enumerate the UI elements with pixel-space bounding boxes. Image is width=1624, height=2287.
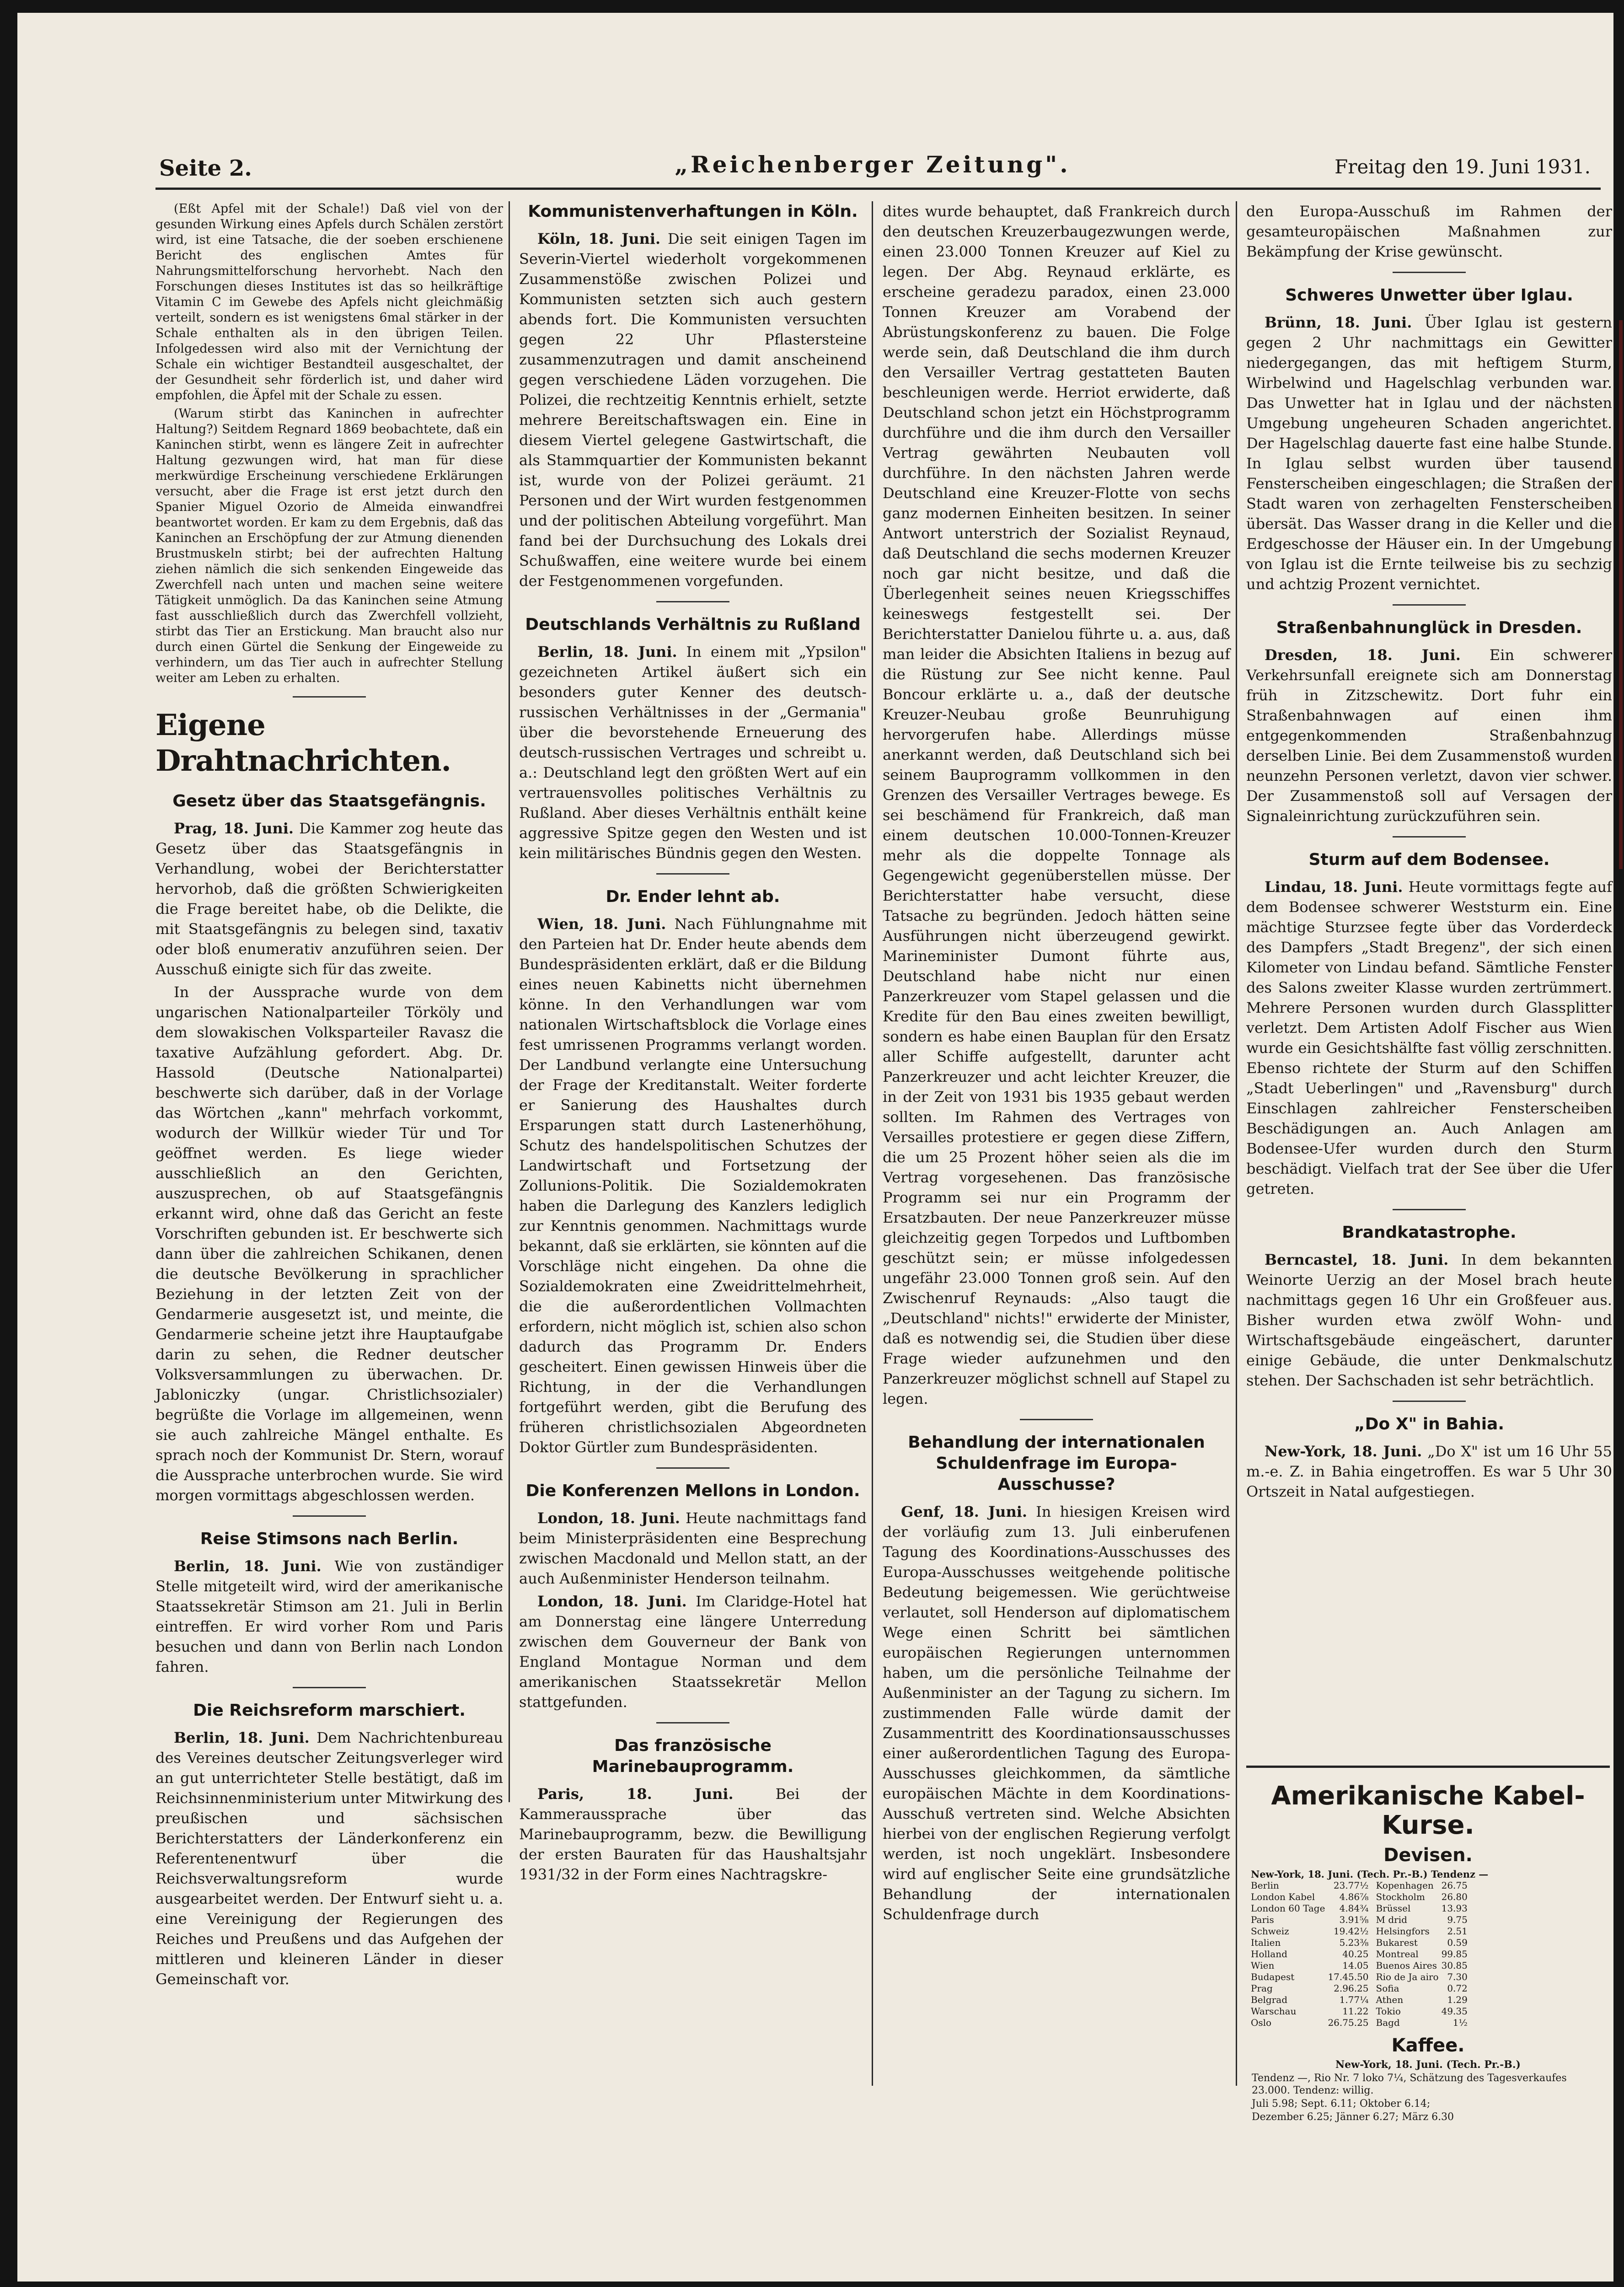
dateline: London, 18. Juni. <box>537 1593 687 1610</box>
article-body: Paris, 18. Juni. Bei der Kammeraussprache über das Marinebauprogramm, bezw. die Bewilligung der ersten Bauraten für das Haushaltsjahr 1931/32 in der Form eines Nachtragskre- <box>519 1785 867 1883</box>
column-rule <box>509 201 510 1802</box>
headline-dresden: Straßenbahnunglück in Dresden. <box>1276 618 1582 637</box>
cable-rates-box <box>1246 1766 1610 2123</box>
article-body: Berlin, 18. Juni. In einem mit „Ypsilon" gezeichneten Artikel äußert sich ein besonders guter Kenner des deutsch-russischen Verhältnisses in der „Germania" über die bevorstehende Erneuerung des deutsch-russischen Vertrages und schreibt u. a.: Deutschland legt den größten Wert auf ein vertrauensvolles politisches Verhältnis zu Rußland. Aber dieses Verhältnis enthält keine aggressive Spitze gegen den Westen und ist kein militärisches Bündnis gegen den Westen. <box>519 643 867 862</box>
header-rule <box>155 188 1601 190</box>
rate-row <box>1251 1983 1372 1994</box>
rate-label: Bagd <box>1376 2017 1400 2028</box>
dateline: New-York, 18. Juni. <box>1265 1443 1422 1460</box>
separator <box>293 1687 366 1688</box>
rate-row <box>1376 2006 1470 2017</box>
headline-staatsgefaengnis: Gesetz über das Staatsgefängnis. <box>172 792 486 811</box>
rate-row <box>1376 1994 1470 2006</box>
separator <box>656 1467 729 1469</box>
headline-brand: Brandkatastrophe. <box>1342 1223 1517 1242</box>
masthead <box>145 151 1600 188</box>
rate-row <box>1376 1880 1470 1891</box>
rate-value: 5.23⅜ <box>1339 1937 1369 1948</box>
rate-value: 30.85 <box>1441 1960 1468 1971</box>
article-kaninchen: (Warum stirbt das Kaninchen in aufrechter Haltung?) Seitdem Regnard 1869 beobachtete, daß ein Kaninchen stirbt, wenn es längere Zeit in aufrechter Haltung gezwungen wird, hat man für diese merkwürdige Erscheinung verschiedene Erklärungen versucht, aber die Frage ist erst jetzt durch den Spanier Miguel Ozorio de Almeida einwandfrei beantwortet worden. Er kam zu dem Ergebnis, daß das Kaninchen an Erschöpfung der zur Atmung dienenden Brustmuskeln stirbt; bei der aufrechten Haltung ziehen nämlich die sich senkenden Eingeweide das Zwerchfell nach unten und machen seine weitere Tätigkeit unmöglich. Da das Kaninchen seine Atmung fast ausschließlich durch das Zwerchfell vollzieht, stirbt das Tier an Erstickung. Man braucht also nur durch einen Gürtel die Senkung der Eingeweide zu verhindern, um das Tier auch in aufrechter Stellung weiter am Leben zu erhalten. <box>155 407 503 685</box>
article-body: Köln, 18. Juni. Die seit einigen Tagen im Severin-Viertel wiederholt vorgekommenen Zusammenstöße zwischen Polizei und Kommunisten setzten sich auch gestern abends fort. Die Kommunisten versuchten gegen 22 Uhr Pflastersteine zusammenzutragen und damit anscheinend gegen verschiedene Läden vorzugehen. Die Polizei, die rechtzeitig Kenntnis erhielt, setzte mehrere Bereitschaftswagen ein. Eine in diesem Viertel gelegene Gastwirtschaft, die als Stammquartier der Kommunisten bekannt ist, wurde von der Polizei geräumt. 21 Personen und der Wirt wurden festgenommen und der politischen Abteilung vorgeführt. Man fand bei der Durchsuchung des Lokals drei Schußwaffen, eine weitere wurde bei einem der Festgenommenen vorgefunden. <box>519 230 867 590</box>
rate-label: Holland <box>1251 1949 1287 1960</box>
rate-value: 40.25 <box>1342 1949 1369 1960</box>
rate-row <box>1376 1983 1470 1994</box>
rate-value: 3.91⅝ <box>1339 1914 1369 1925</box>
rate-label: Buenos Aires <box>1376 1960 1437 1971</box>
headline-mellon: Die Konferenzen Mellons in London. <box>525 1482 860 1500</box>
article-body: Brünn, 18. Juni. Über Iglau ist gestern gegen 2 Uhr nachmittags ein Gewitter niedergegangen, das mit heftigem Sturm, Wirbelwind und Hagelschlag verbunden war. Das Unwetter hat in Iglau und der nächsten Umgebung ungeheuren Schaden angerichtet. Der Hagelschlag dauerte fast eine halbe Stunde. In Iglau selbst wurden über tausend Fensterscheiben eingeschlagen; die Straßen der Stadt waren von zerhagelten Fensterscheiben übersät. Das Wasser drang in die Keller und die Erdgeschosse der Häuser ein. In der Umgebung von Iglau ist die Ernte teilweise bis zu sechzig und achtzig Prozent vernichtet. <box>1246 314 1613 593</box>
headline-marine: Das französische Marinebauprogramm. <box>592 1736 794 1776</box>
headline-ender: Dr. Ender lehnt ab. <box>606 887 780 906</box>
rate-row <box>1251 1914 1372 1926</box>
dateline: Prag, 18. Juni. <box>174 820 294 837</box>
rate-label: Stockholm <box>1376 1891 1425 1902</box>
headline-koeln: Kommunistenverhaftungen in Köln. <box>528 202 858 221</box>
article-apfel: (Eßt Apfel mit der Schale!) Daß viel von der gesunden Wirkung eines Apfels durch Schälen zerstört wird, ist eine Tatsache, die der soeben erschienene Bericht des englischen Amtes für Nahrungsmittelforschung hervorhebt. Nach den Forschungen dieses Institutes ist das so heilkräftige Vitamin C im Gewebe des Apfels nicht gleichmäßig verteilt, sondern es ist wenigstens 6mal stärker in der Schale enthalten als in den übrigen Teilen. Infolgedessen wird also mit der Vernichtung der Schale ein wichtiger Bestandteil ausgeschaltet, der der Gesundheit sehr förderlich ist, und daher wird empfohlen, die Äpfel mit der Schale zu essen. <box>155 202 503 403</box>
rate-row <box>1251 1903 1372 1914</box>
dateline: Berlin, 18. Juni. <box>174 1729 310 1746</box>
rate-label: Wien <box>1251 1960 1275 1971</box>
rate-row <box>1376 1971 1470 1983</box>
rate-row <box>1251 1971 1372 1983</box>
separator <box>656 873 729 875</box>
rate-row <box>1376 1891 1470 1903</box>
article-body: dites wurde behauptet, daß Frankreich durch den deutschen Kreuzerbaugezwungen werde, einen 23.000 Tonnen Kreuzer auf Kiel zu legen. Der Abg. Reynaud erklärte, es erscheine geradezu paradox, einen 23.000 Tonnen Kreuzer am Vorabend der Abrüstungskonferenz zu bauen. Die Folge werde sein, daß Deutschland die ihm durch den Versailler Vertrag gestatteten Bauten beschleunigen werde. Herriot erwiderte, daß Deutschland schon jetzt ein Höchstprogramm durchführe und die ihm durch den Versailler Vertrag gewährten Neubauten voll durchführe. In den nächsten Jahren werde Deutschland eine Kreuzer-Flotte von sechs ganz modernen Einheiten besitzen. In seiner Antwort unterstrich der Sozialist Reynaud, daß Deutschland die sechs modernen Kreuzer noch gar nicht besitze, und daß die Überlegenheit seines neuen Kriegsschiffes keineswegs festgestellt sei. Der Berichterstatter Danielou führte u. a. aus, daß man leider die Absichten Italiens in bezug auf die Rüstung zur See nicht kenne. Paul Boncour erklärte u. a., daß der deutsche Kreuzer-Neubau große Beunruhigung hervorgerufen habe. Allerdings müsse anerkannt werden, daß Deutschland sich bei seinem Bauprogramm vollkommen in den Grenzen des Versailler Vertrages bewege. Es sei beschämend für Frankreich, daß man einem deutschen 10.000-Tonnen-Kreuzer mehr als die doppelte Tonnage als Gegengewicht gegenüberstellen müsse. Der Berichterstatter habe versucht, diese Tatsache zu begründen. Jedoch hätten seine Ausführungen nicht überzeugend gewirkt. Marineminister Dumont führte aus, Deutschland habe nicht nur einen Panzerkreuzer vom Stapel gelassen und die Kredite für den Bau eines zweiten bewilligt, sondern es habe einen Bauplan für den Ersatz aller Schiffe aufgestellt, darunter acht Panzerkreuzer und acht leichter Kreuzer, die in der Zeit von 1931 bis 1935 gebaut werden sollten. Im Rahmen des Vertrages von Versailles protestiere er gegen diese Ziffern, die um 25 Prozent höher seien als die im Vertrag vorgesehenen. Das französische Programm sei nur ein Programm der Ersatzbauten. Der neue Panzerkreuzer müsse gleichzeitig gegen Torpedos und Luftbomben geschützt sein; er müsse infolgedessen ungefähr 23.000 Tonnen groß sein. Auf den Zwischenruf Reynauds: „Also taugt die „Deutschland" nichts!" erwiderte der Minister, daß es notwendig sei, die Studien über diese Frage wieder aufzunehmen und den Panzerkreuzer möglichst schnell auf Stapel zu legen. <box>883 203 1230 1407</box>
rate-row <box>1376 2017 1470 2029</box>
rate-label: Rio de Ja airo <box>1376 1971 1439 1982</box>
rate-value: 7.30 <box>1447 1971 1468 1982</box>
dateline: Lindau, 18. Juni. <box>1265 878 1403 896</box>
rate-label: Bukarest <box>1376 1937 1418 1948</box>
rate-value: 13.93 <box>1441 1903 1468 1914</box>
rate-row <box>1376 1949 1470 1960</box>
separator <box>1393 604 1466 606</box>
rate-value: 11.22 <box>1342 2006 1369 2017</box>
headline-reichsreform: Die Reichsreform marschiert. <box>193 1701 466 1720</box>
rate-value: 4.86⅞ <box>1339 1891 1369 1902</box>
rate-row <box>1251 2017 1372 2029</box>
rate-row <box>1376 1903 1470 1914</box>
rate-row <box>1251 1926 1372 1937</box>
devisen-table-right <box>1376 1880 1470 2029</box>
rate-value: 2.51 <box>1447 1926 1468 1937</box>
separator <box>293 1515 366 1517</box>
dateline: Genf, 18. Juni. <box>901 1503 1027 1520</box>
column-rule <box>1236 201 1237 2086</box>
column-3 <box>883 201 1230 2086</box>
separator <box>1020 1419 1093 1420</box>
rate-value: 0.59 <box>1447 1937 1468 1948</box>
cable-rates-title: Amerikanische Kabel- Kurse. <box>1271 1781 1585 1840</box>
article-body: Genf, 18. Juni. In hiesigen Kreisen wird der vorläufig zum 13. Juli einberufenen Tagung des Koordinations-Ausschusses des Europa-Ausschusses weitgehende politische Bedeutung beigemessen. Wie gerüchtweise verlautet, soll Henderson auf diplomatischem Wege einen Schritt bei sämtlichen europäischen Regierungen unternommen haben, um die persönliche Teilnahme der Außenminister an der Tagung zu sichern. Im zustimmenden Falle würde damit der Zusammentritt des Koordinationsausschusses einer außerordentlichen Tagung des Europa-Ausschusses gleichkommen, da sämtliche europäischen Mächte in dem Koordinations-Ausschuß vertreten sind. Welche Absichten hierbei von der englischen Regierung verfolgt werden, ist noch ungeklärt. Insbesondere wird auf englischer Seite eine grundsätzliche Behandlung der internationalen Schuldenfrage durch <box>883 1503 1231 1923</box>
headline-iglau: Schweres Unwetter über Iglau. <box>1285 286 1573 305</box>
dateline: London, 18. Juni. <box>537 1509 680 1527</box>
separator <box>293 696 366 698</box>
rate-value: 99.85 <box>1441 1949 1468 1960</box>
rate-row <box>1251 1994 1372 2006</box>
rate-value: 26.75.25 <box>1328 2017 1369 2028</box>
rate-value: 23.77½ <box>1333 1880 1369 1891</box>
rate-value: 0.72 <box>1447 1983 1468 1994</box>
headline-schuldenfrage: Behandlung der internationalen Schuldenfrage im Europa-Ausschusse? <box>908 1433 1205 1494</box>
kaffee-heading: Kaffee. <box>1391 2035 1465 2056</box>
rate-label: Paris <box>1251 1914 1274 1925</box>
article-body: Berlin, 18. Juni. Wie von zuständiger Stelle mitgeteilt wird, wird der amerikanische Staatssekretär Stimson am 21. Juli in Berlin eintreffen. Er wird vorher Rom und Paris besuchen und dann von Berlin nach London fahren. <box>155 1557 504 1675</box>
article-body: Wien, 18. Juni. Nach Fühlungnahme mit den Parteien hat Dr. Ender heute abends dem Bundespräsidenten erklärt, daß er die Bildung eines neuen Kabinetts nicht übernehmen könne. In den Verhandlungen war vom nationalen Wirtschaftsblock die Vorlage eines fest umrissenen Programms verlangt worden. Der Landbund verlangte eine Untersuchung der Frage der Kreditanstalt. Weiter forderte er Sanierung des Haushaltes durch Ersparungen statt durch Lastenerhöhung, Schutz des handelspolitischen Schutzes der Landwirtschaft und Fortsetzung der Zollunions-Politik. Die Sozialdemokraten haben die Darlegung des Kanzlers lediglich zur Kenntnis genommen. Nachmittags wurde bekannt, daß sie erklärten, sie könnten auf die Vorschläge nicht eingehen. Da ohne die Sozialdemokraten eine Zweidrittelmehrheit, die die außerordentlichen Vollmachten erfordern, nicht möglich ist, schien also schon dadurch das Programm Dr. Enders gescheitert. Einen gewissen Hinweis über die Richtung, in der die Verhandlungen fortgeführt werden, gibt die Berufung des früheren christlichsozialen Abgeordneten Doktor Gürtler zum Bundespräsidenten. <box>519 915 867 1456</box>
separator <box>1393 1209 1466 1210</box>
rate-row <box>1251 2006 1372 2017</box>
issue-date: Freitag den 19. Juni 1931. <box>1335 156 1591 178</box>
section-heading-drahtnachrichten: Eigene Drahtnachrichten. <box>155 708 451 778</box>
rate-label: Montreal <box>1376 1949 1419 1960</box>
rate-row <box>1251 1880 1372 1891</box>
article-body: In der Aussprache wurde von dem ungarischen Nationalparteiler Törköly und dem slowakischen Volksparteiler Ravasz die taxative Aufzählung gefordert. Abg. Dr. Hassold (Deutsche Nationalpartei) beschwerte sich darüber, daß in der Vorlage das Wörtchen „kann" mehrfach vorkommt, wodurch der Willkür wieder Tür und Tor geöffnet werden. Es liege wieder ausschließlich an den Gerichten, auszusprechen, ob auf Staatsgefängnis erkannt wird, ohne daß das Gericht an feste Vorschriften gebunden ist. Er beschwerte sich dann über die zahlreichen Schikanen, denen die deutsche Bevölkerung in sprachlicher Beziehung in der letzten Zeit von der Gendarmerie ausgesetzt ist, und meinte, die Gendarmerie scheine jetzt ihre Hauptaufgabe darin zu sehen, die Redner deutscher Volksversammlungen zu überwachen. Dr. Jabloniczky (ungar. Christlichsozialer) begrüßte die Vorlage im allgemeinen, wenn sie auch zahlreiche Mängel enthalte. Es sprach noch der Kommunist Dr. Stern, worauf die Aussprache unterbrochen wurde. Sie wird morgen vormittags abgeschlossen werden. <box>155 983 503 1504</box>
separator <box>1393 1401 1466 1402</box>
article-body: Prag, 18. Juni. Die Kammer zog heute das Gesetz über das Staatsgefängnis in Verhandlung, wobei der Berichterstatter hervorhob, daß die größten Schwierigkeiten die Frage bereitet habe, ob die Delikte, die mit Staatsgefängnis zu belegen sind, taxativ oder bloß enumerativ anzuführen seien. Der Ausschuß einigte sich für das zweite. <box>155 820 504 978</box>
column-4 <box>1246 201 1612 1775</box>
headline-bodensee: Sturm auf dem Bodensee. <box>1308 850 1550 869</box>
devisen-table-left <box>1251 1880 1372 2029</box>
kaffee-line: New-York, 18. Juni. (Tech. Pr.-B.) <box>1335 2059 1521 2071</box>
headline-stimson: Reise Stimsons nach Berlin. <box>200 1530 459 1548</box>
dateline: Berlin, 18. Juni. <box>174 1557 322 1575</box>
rate-label: Sofia <box>1376 1983 1399 1994</box>
article-body: London, 18. Juni. Heute nachmittags fand beim Ministerpräsidenten eine Besprechung zwischen Macdonald und Mellon statt, an der auch Außenminister Henderson teilnahm. <box>519 1509 867 1587</box>
kaffee-line: Dezember 6.25; Jänner 6.27; März 6.30 <box>1252 2111 1454 2123</box>
article-body: Berlin, 18. Juni. Dem Nachrichtenbureau des Vereines deutscher Zeitungsverleger wird an gut unterrichteter Stelle bestätigt, daß im Reichsinnenministerium unter Mitwirkung des preußischen und sächsischen Berichterstatters der Länderkonferenz ein Referentenentwurf über die Reichsverwaltungsreform wurde ausgearbeitet werden. Der Entwurf sieht u. a. eine Vereinigung der Regierungen des Reiches und Preußens und das Aufgehen der mittleren und kleineren Länder in dieser Gemeinschaft vor. <box>155 1729 504 1988</box>
rate-value: 1.29 <box>1447 1994 1468 2005</box>
rate-label: Berlin <box>1251 1880 1279 1891</box>
rate-label: Schweiz <box>1251 1926 1289 1937</box>
separator <box>1393 272 1466 273</box>
rate-label: Helsingfors <box>1376 1926 1430 1937</box>
article-body: New-York, 18. Juni. „Do X" ist um 16 Uhr 55 m.-e. Z. in Bahia eingetroffen. Es war 5 Uhr 30 Ortszeit in Natal aufgestiegen. <box>1246 1443 1613 1500</box>
separator <box>656 1722 729 1723</box>
rate-label: London Kabel <box>1251 1891 1315 1902</box>
rate-row <box>1376 1937 1470 1949</box>
devisen-tables <box>1246 1880 1610 2029</box>
dateline: Brünn, 18. Juni. <box>1265 314 1412 331</box>
article-body: Lindau, 18. Juni. Heute vormittags fegte auf dem Bodensee schwerer Weststurm ein. Eine mächtige Sturzsee fegte über das Vorderdeck des Dampfers „Stadt Bregenz", der sich einen Kilometer von Lindau befand. Sämtliche Fenster des Salons zweiter Klasse wurden zertrümmert. Mehrere Personen wurden durch Glassplitter verletzt. Dem Artisten Adolf Fischer aus Wien wurde ein Gesichtshälfte fast völlig zerschnitten. Ebenso richtete der Sturm auf den Schiffen „Stadt Ueberlingen" und „Ravensburg" durch Einschlagen zahlreicher Fensterscheiben Beschädigungen an. Auch Anlagen am Bodensee-Ufer wurden durch den Sturm beschädigt. Vielfach trat der See über die Ufer getreten. <box>1246 878 1612 1197</box>
rate-label: Tokio <box>1376 2006 1401 2017</box>
column-rule <box>872 201 873 2086</box>
rate-label: M drid <box>1376 1914 1407 1925</box>
rate-label: Warschau <box>1251 2006 1297 2017</box>
newspaper-title: „Reichenberger Zeitung". <box>675 151 1071 178</box>
rate-label: Belgrad <box>1251 1994 1288 2005</box>
article-body: den Europa-Ausschuß im Rahmen der gesamteuropäischen Maßnahmen zur Bekämpfung der Krise gewünscht. <box>1246 203 1612 260</box>
rate-label: Athen <box>1376 1994 1404 2005</box>
rate-value: 9.75 <box>1447 1914 1468 1925</box>
devisen-heading: Devisen. <box>1383 1845 1473 1866</box>
rate-value: 49.35 <box>1441 2006 1468 2017</box>
dateline: Wien, 18. Juni. <box>537 915 666 933</box>
dateline: Köln, 18. Juni. <box>537 230 661 247</box>
rate-value: 26.75 <box>1441 1880 1468 1891</box>
rate-row <box>1251 1937 1372 1949</box>
article-body: Berncastel, 18. Juni. In dem bekannten Weinorte Uerzig an der Mosel brach heute nachmittags gegen 16 Uhr ein Großfeuer aus. Bisher wurden etwa zwölf Wohn- und Wirtschaftsgebäude eingeäschert, darunter einige Gebäude, die unter Denkmalschutz stehen. Der Sachschaden ist sehr beträchtlich. <box>1246 1251 1613 1389</box>
rate-value: 1.77¼ <box>1339 1994 1369 2005</box>
rate-value: 4.84¾ <box>1339 1903 1369 1914</box>
rate-label: Kopenhagen <box>1376 1880 1434 1891</box>
page-edge-mark <box>1619 320 1623 869</box>
rate-value: 1½ <box>1452 2017 1468 2028</box>
article-body: Dresden, 18. Juni. Ein schwerer Verkehrsunfall ereignete sich am Donnerstag früh in Zitzschewitz. Dort fuhr ein Straßenbahnwagen auf einen ihm entgegenkommenden Straßenbahnzug derselben Linie. Bei dem Zusammenstoß wurden neunzehn Personen verletzt, davon vier schwer. Der Zusammenstoß soll auf Versagen der Signaleinrichtung zurückzuführen sein. <box>1246 646 1613 825</box>
column-2 <box>519 201 867 2086</box>
rate-row <box>1251 1891 1372 1903</box>
separator <box>656 601 729 602</box>
rate-value: 26.80 <box>1441 1891 1468 1902</box>
rate-value: 14.05 <box>1342 1960 1369 1971</box>
separator <box>1393 836 1466 837</box>
rate-label: Prag <box>1251 1983 1273 1994</box>
rate-label: Italien <box>1251 1937 1281 1948</box>
rate-label: Oslo <box>1251 2017 1272 2028</box>
rate-value: 17.45.50 <box>1328 1971 1369 1982</box>
page-number: Seite 2. <box>159 156 252 181</box>
headline-russland: Deutschlands Verhältnis zu Rußland <box>525 615 861 634</box>
rate-row <box>1376 1960 1470 1971</box>
rate-label: Brüssel <box>1376 1903 1411 1914</box>
rate-value: 19.42½ <box>1333 1926 1369 1937</box>
kaffee-line: Tendenz —, Rio Nr. 7 loko 7¼, Schätzung des Tagesverkaufes 23.000. Tendenz: willig. <box>1252 2072 1567 2096</box>
article-body: London, 18. Juni. Im Claridge-Hotel hat am Donnerstag eine längere Unterredung zwischen dem Gouverneur der Bank von England Montague Norman und dem amerikanischen Staatssekretär Mellon stattgefunden. <box>519 1593 867 1711</box>
dateline: Berlin, 18. Juni. <box>537 643 677 660</box>
dateline: Dresden, 18. Juni. <box>1265 646 1461 664</box>
rate-label: Budapest <box>1251 1971 1295 1982</box>
column-1 <box>155 201 503 2086</box>
dateline: Berncastel, 18. Juni. <box>1265 1251 1449 1268</box>
headline-dox: „Do X" in Bahia. <box>1354 1415 1505 1433</box>
rate-row <box>1376 1926 1470 1937</box>
rate-row <box>1251 1949 1372 1960</box>
rate-row <box>1376 1914 1470 1926</box>
rate-row <box>1251 1960 1372 1971</box>
kaffee-line: Juli 5.98; Sept. 6.11; Oktober 6.14; <box>1252 2098 1431 2110</box>
devisen-header: New-York, 18. Juni. (Tech. Pr.-B.) Tendenz — <box>1251 1868 1489 1880</box>
rate-label: London 60 Tage <box>1251 1903 1325 1914</box>
dateline: Paris, 18. Juni. <box>537 1785 734 1803</box>
rate-value: 2.96.25 <box>1334 1983 1369 1994</box>
